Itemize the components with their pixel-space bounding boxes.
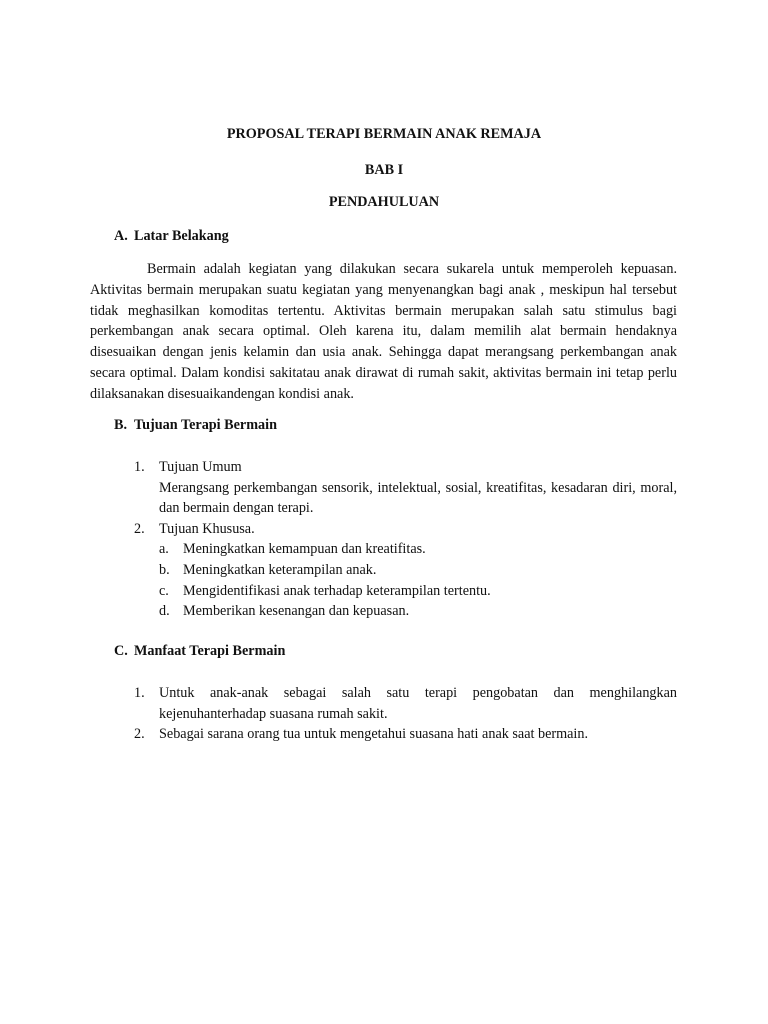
list-item-text: Sebagai sarana orang tua untuk mengetahui suasana hati anak saat bermain. (159, 726, 589, 743)
list-item-title: Tujuan Khususa. (159, 520, 255, 537)
list-item-number: 2. (134, 726, 145, 743)
sub-list-text: Meningkatkan kemampuan dan kreatifitas. (183, 541, 426, 558)
sub-list-item (159, 581, 677, 602)
list-item-number: 2. (134, 520, 145, 537)
section-a-paragraph-text: Bermain adalah kegiatan yang dilakukan secara sukarela untuk memperoleh kepuasan. Aktivitas bermain merupakan suatu kegiatan yang menyenangkan bagi anak , meskipun hal tersebut tidak meghasilkan komoditas tertentu. Aktivitas bermain merupakan salah satu stimulus bagi perkembangan anak secara optimal. Oleh karena itu, dalam memilih alat bermain hendaknya disesuaikan dengan jenis kelamin dan usia anak. Sehingga dapat merangsang perkembangan anak secara optimal. Dalam kondisi sakitatau anak dirawat di rumah sakit, aktivitas bermain ini tetap perlu dilaksanakan disesuaikandengan kondisi anak. (90, 261, 677, 402)
list-item-text: Untuk anak-anak sebagai salah satu terapi pengobatan dan menghilangkan kejenuhanterhadap suasana rumah sakit. (159, 685, 677, 722)
sub-list-letter: a. (159, 541, 169, 558)
section-c-list (134, 683, 677, 745)
section-a-letter: A. (114, 228, 128, 244)
section-b-letter: B. (114, 417, 128, 433)
section-c-title: Manfaat Terapi Bermain (134, 643, 286, 659)
sub-list-text: Mengidentifikasi anak terhadap keterampilan tertentu. (183, 582, 491, 599)
document-title: PROPOSAL TERAPI BERMAIN ANAK REMAJA (226, 126, 542, 142)
list-item (134, 724, 677, 745)
sub-list-letter: c. (159, 582, 169, 599)
sub-list-text: Meningkatkan keterampilan anak. (183, 561, 377, 578)
sub-list-item (159, 539, 677, 560)
list-item-number: 1. (134, 459, 145, 475)
section-b-list (134, 457, 677, 622)
sub-list-letter: d. (159, 603, 170, 620)
section-a-paragraph (90, 259, 677, 405)
sub-list (159, 539, 677, 621)
list-item (134, 519, 677, 622)
section-b-heading (114, 417, 277, 434)
sub-list-text: Memberikan kesenangan dan kepuasan. (183, 603, 410, 620)
section-b-title: Tujuan Terapi Bermain (134, 417, 277, 433)
chapter-title: PENDAHULUAN (328, 194, 440, 210)
section-c-heading (114, 643, 285, 660)
sub-list-item (159, 560, 677, 581)
section-c-letter: C. (114, 643, 128, 659)
section-a-heading (114, 228, 229, 245)
list-item-text: Merangsang perkembangan sensorik, intelektual, sosial, kreatifitas, kesadaran diri, moral, dan bermain dengan terapi. (159, 479, 677, 517)
list-item (134, 683, 677, 724)
sub-list-letter: b. (159, 561, 170, 578)
list-item (134, 457, 677, 519)
chapter-label: BAB I (364, 162, 404, 178)
list-item-title: Tujuan Umum (159, 459, 242, 475)
section-a-title: Latar Belakang (134, 228, 229, 244)
list-item-number: 1. (134, 685, 145, 701)
sub-list-item (159, 601, 677, 622)
